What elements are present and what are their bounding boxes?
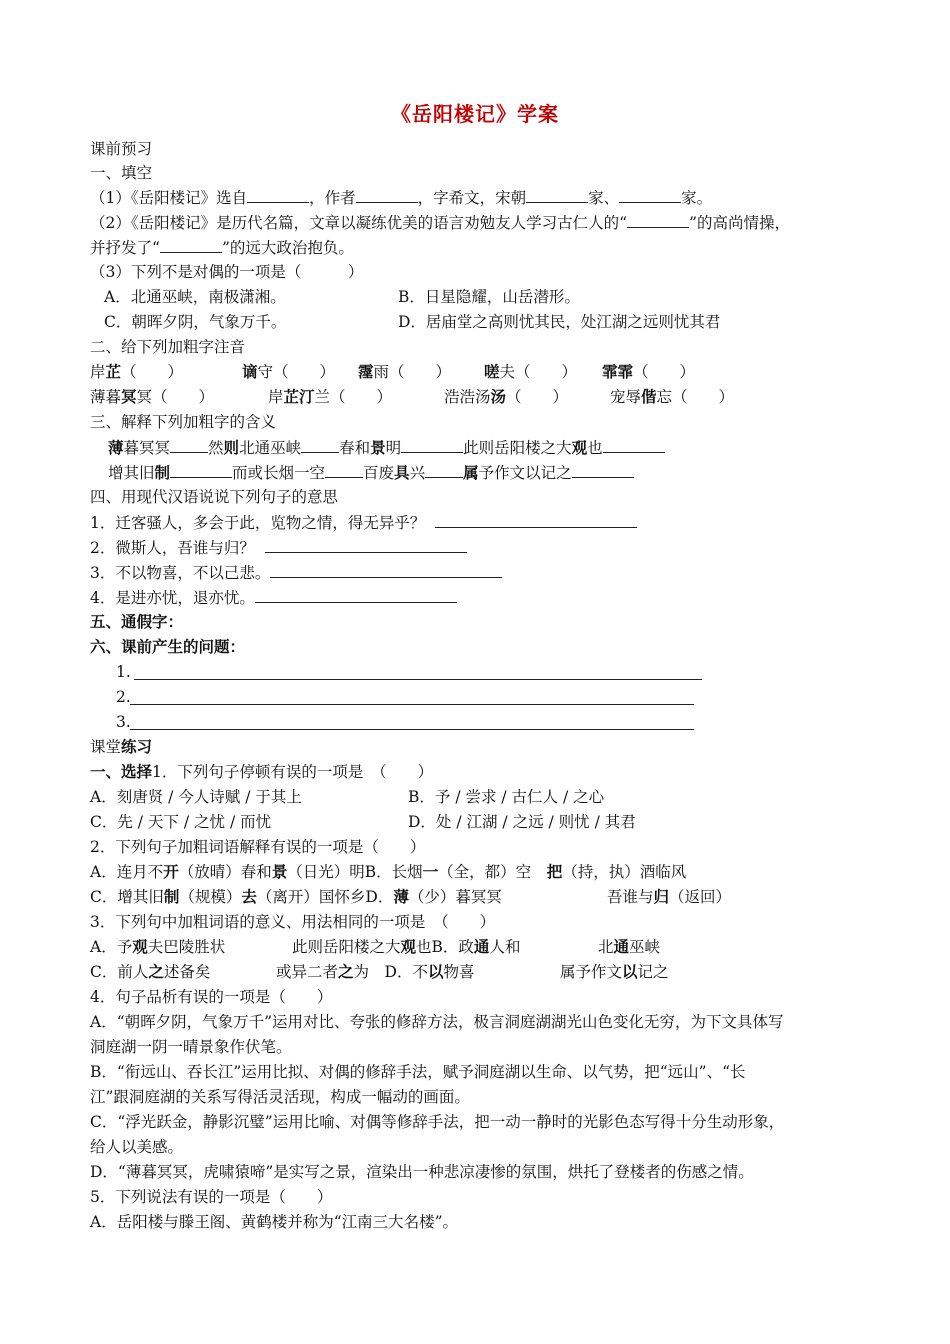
practice-q5-a: A．岳阳楼与滕王阁、黄鹤楼并称为“江南三大名楼”。	[90, 1213, 459, 1231]
practice-q1-stem: 一、选择1．下列句子停顿有误的一项是 （ ）	[90, 762, 434, 781]
pinyin-item: 宠辱偕忘（ ）	[610, 387, 735, 406]
fill-q1-text: ，作者	[309, 189, 356, 207]
pinyin-item: 浩浩汤汤（ ）	[444, 387, 569, 406]
option-d: D．居庙堂之高则忧其民，处江湖之远则忧其君	[398, 313, 721, 331]
section-practice-heading: 课堂练习	[90, 737, 153, 756]
answer-blank[interactable]	[356, 186, 418, 203]
option-a: A．刻唐贤 / 今人诗赋 / 于其上	[90, 788, 302, 806]
answer-line[interactable]	[130, 728, 694, 730]
option-c: C．先 / 天下 / 之忧 / 而忧	[90, 813, 272, 831]
practice-q3-a: A．予观夫巴陵胜状	[90, 937, 226, 956]
answer-blank[interactable]	[170, 436, 208, 453]
fill-q2-cont	[90, 236, 354, 259]
option-d: D．处 / 江湖 / 之远 / 则忧 / 其君	[408, 813, 636, 831]
answer-blank[interactable]	[170, 461, 232, 478]
answer-line[interactable]	[134, 678, 702, 680]
practice-q4-line: C．“浮光跃金，静影沉璧”运用比喻、对偶等修辞手法，把一动一静时的光影色态写得十分生动形象，	[90, 1113, 785, 1131]
practice-q4-line: A．“朝晖夕阴，气象万千”运用对比、夸张的修辞方法，极言洞庭湖湖光山色变化无穷，为下文具体写	[90, 1013, 784, 1031]
fill-q2	[90, 211, 790, 234]
answer-blank[interactable]	[325, 461, 363, 478]
pinyin-item: 嗟夫（ ）	[484, 362, 578, 381]
question-line-3: 3.	[116, 713, 131, 731]
section1-heading: 一、填空	[90, 164, 153, 182]
section2-heading: 二、给下列加粗字注音	[90, 338, 246, 356]
practice-q3-d2: 属予作文以记之	[560, 962, 669, 981]
practice-q3-ab: 此则岳阳楼之大观也B．政通人和	[292, 937, 521, 956]
meaning-item: 此则岳阳楼之大观也	[463, 438, 603, 457]
meaning-item: 属予作文以记之	[463, 463, 572, 482]
fill-q2-text: ”的高尚情操，	[689, 214, 790, 232]
option-b: B．日星隐耀，山岳潜形。	[398, 288, 580, 306]
section3-heading: 三、解释下列加粗字的含义	[90, 413, 277, 431]
practice-q4-line: 给人以美感。	[90, 1138, 184, 1156]
practice-q2-d2: 吾谁与归（返回）	[607, 887, 732, 906]
practice-q3-c: C．前人之述备矣	[90, 962, 211, 981]
meaning-item: 百废具兴	[363, 463, 426, 482]
practice-q4-line: B．“衔远山、吞长江”运用比拟、对偶的修辞手法，赋予洞庭湖以生命、以气势，把“远山”、“长	[90, 1063, 746, 1081]
fill-q1-text: ，字希文，宋朝	[417, 189, 527, 207]
answer-blank[interactable]	[301, 436, 339, 453]
answer-blank[interactable]	[619, 186, 681, 203]
fill-q3-stem: （3）下列不是对偶的一项是（ ）	[90, 263, 364, 281]
fill-q2-text: ”的远大政治抱负。	[221, 239, 354, 257]
pinyin-item: 薄暮冥冥（ ）	[90, 387, 215, 406]
meaning-row-2	[108, 461, 634, 484]
option-a: A．北通巫峡，南极潇湘。	[104, 288, 286, 306]
pinyin-item: 岸芷汀兰（ ）	[268, 387, 393, 406]
answer-blank[interactable]	[401, 436, 463, 453]
option-b: B．予 / 尝求 / 古仁人 / 之心	[408, 788, 605, 806]
practice-q2-ab: A．连月不开（放晴）春和景（日光）明B．长烟一（全，都）空 把（持，执）酒临风	[90, 862, 687, 881]
practice-q3-b2: 北通巫峡	[598, 937, 661, 956]
practice-q4-line: D．“薄暮冥冥，虎啸猿啼”是实写之景，渲染出一种悲凉凄惨的氛围，烘托了登楼者的伤感之情。	[90, 1163, 754, 1181]
fill-q1-text: 家、	[588, 189, 620, 207]
section4-heading: 四、用现代汉语说说下列句子的意思	[90, 488, 339, 506]
pinyin-item: 霪雨（ ）	[358, 362, 452, 381]
answer-blank[interactable]	[572, 461, 634, 478]
practice-q3-stem: 3．下列句中加粗词语的意义、用法相同的一项是 （ ）	[90, 913, 496, 931]
answer-blank[interactable]	[425, 461, 463, 478]
fill-q1-text: 家。	[681, 189, 713, 207]
answer-blank[interactable]	[603, 436, 665, 453]
meaning-item: 而或长烟一空	[232, 464, 326, 482]
fill-q1	[90, 186, 712, 209]
fill-q2-text: （2）《岳阳楼记》是历代名篇，文章以凝练优美的语言劝勉友人学习古仁人的“	[90, 214, 628, 232]
page-title: 《岳阳楼记》学案	[391, 102, 559, 126]
meaning-item: 春和景明	[339, 438, 402, 457]
section6-heading: 六、课前产生的问题：	[90, 637, 246, 656]
answer-line[interactable]	[270, 561, 502, 578]
answer-line[interactable]	[130, 703, 694, 705]
pinyin-item: 岸芷（ ）	[90, 362, 184, 381]
answer-blank[interactable]	[247, 186, 309, 203]
practice-q2-cd: C．增其旧制（规模）去（离开）国怀乡D．薄（少）暮冥冥	[90, 887, 502, 906]
answer-line[interactable]	[435, 511, 637, 528]
question-line-1: 1.	[116, 663, 131, 681]
practice-q4-line: 洞庭湖一阴一晴景象作伏笔。	[90, 1038, 292, 1056]
meaning-item: 然则北通巫峡	[208, 438, 302, 457]
section5-heading: 五、通假字：	[90, 612, 184, 631]
question-line-2: 2.	[116, 688, 131, 706]
practice-q2-stem: 2．下列句子加粗词语解释有误的一项是（ ）	[90, 838, 426, 856]
pinyin-item: 谪守（ ）	[242, 362, 336, 381]
practice-q3-cd: 或异二者之为 D．不以物喜	[276, 962, 475, 981]
answer-line[interactable]	[255, 586, 457, 603]
section-preview-heading: 课前预习	[90, 140, 153, 158]
pinyin-item: 霏霏（ ）	[602, 362, 696, 381]
translate-item-3: 3．不以物喜，不以己悲。	[90, 561, 502, 584]
fill-q1-text: （1）《岳阳楼记》选自	[90, 189, 248, 207]
practice-q4-stem: 4．句子品析有误的一项是（ ）	[90, 988, 333, 1006]
practice-q5-stem: 5．下列说法有误的一项是（ ）	[90, 1188, 333, 1206]
translate-item-1: 1．迁客骚人，多会于此，览物之情，得无异乎？	[90, 511, 637, 534]
meaning-item: 增其旧制	[108, 463, 171, 482]
meaning-row-1	[108, 436, 665, 459]
fill-q2-text: 并抒发了“	[90, 239, 160, 257]
meaning-item: 薄暮冥冥	[108, 438, 171, 457]
answer-blank[interactable]	[526, 186, 588, 203]
answer-line[interactable]	[265, 536, 467, 553]
practice-q4-line: 江”跟洞庭湖的关系写得活灵活现，构成一幅动的画面。	[90, 1088, 470, 1106]
answer-blank[interactable]	[627, 211, 689, 228]
option-c: C．朝晖夕阴，气象万千。	[104, 313, 287, 331]
translate-item-2: 2．微斯人，吾谁与归？	[90, 536, 467, 559]
answer-blank[interactable]	[160, 236, 222, 253]
translate-item-4: 4．是进亦忧，退亦忧。	[90, 586, 457, 609]
